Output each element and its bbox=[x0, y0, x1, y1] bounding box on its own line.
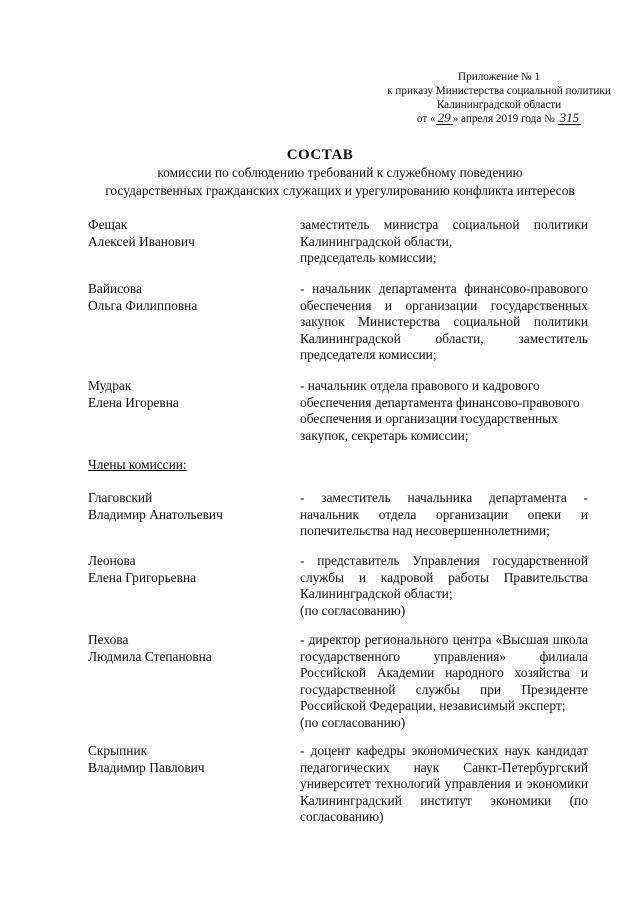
appendix-number-handwritten: 315 bbox=[559, 110, 580, 125]
member-given-name: Ольга Филипповна bbox=[88, 297, 198, 313]
member-surname: Леонова bbox=[88, 553, 136, 568]
member-role-text: (по согласованию) bbox=[300, 714, 406, 730]
appendix-title: Приложение № 1 bbox=[458, 71, 540, 83]
member-surname: Скрыпник bbox=[88, 743, 148, 758]
member-given-name: Алексей Иванович bbox=[88, 233, 195, 249]
member-given-name: Владимир Павлович bbox=[88, 759, 205, 775]
member-role-text: - представитель Управления государственной службы и кадровой работы Правительства Калининградской области; bbox=[300, 553, 588, 601]
member-role bbox=[300, 490, 588, 540]
members-heading: Члены комиссии: bbox=[88, 457, 187, 472]
member-surname: Фещак bbox=[88, 217, 128, 232]
appendix-date-prefix: от « bbox=[416, 113, 436, 125]
member-name bbox=[88, 743, 288, 776]
member-given-name: Людмила Степановна bbox=[88, 648, 212, 664]
member-name bbox=[88, 281, 288, 314]
member-surname: Мудрак bbox=[88, 378, 132, 393]
subtitle-line-2: государственных гражданских служащих и урегулированию конфликта интересов bbox=[105, 183, 575, 198]
member-surname: Вайисова bbox=[88, 281, 142, 296]
member-surname: Пехова bbox=[88, 632, 129, 647]
member-name bbox=[88, 553, 288, 586]
member-surname: Глаговский bbox=[88, 490, 153, 505]
member-name bbox=[88, 217, 288, 250]
member-name bbox=[88, 632, 288, 665]
subtitle-line-1: комиссии по соблюдению требований к служебному поведению bbox=[157, 165, 523, 180]
member-role bbox=[300, 281, 588, 364]
member-role bbox=[300, 632, 588, 731]
member-role bbox=[300, 217, 588, 267]
appendix-date-line bbox=[380, 112, 618, 126]
appendix-date-mid: » апреля 2019 года № bbox=[452, 113, 558, 125]
member-role bbox=[300, 743, 588, 826]
document-title: СОСТАВ bbox=[286, 147, 354, 163]
member-given-name: Елена Григорьевна bbox=[88, 569, 197, 585]
appendix-order-ref: к приказу Министерства социальной политики bbox=[387, 85, 611, 97]
member-role-text: - начальник департамента финансово-правового обеспечения и организации государственных закупок Министерства социальной политики Калининградской области, заместитель председателя комиссии; bbox=[300, 281, 588, 362]
member-role-text: заместитель министра социальной политики Калининградской области, bbox=[300, 217, 588, 249]
member-role-text: - заместитель начальника департамента - начальник отдела организации опеки и попечительства над несовершеннолетними; bbox=[300, 490, 588, 538]
member-role-text: председатель комиссии; bbox=[300, 250, 437, 265]
member-given-name: Владимир Анатольевич bbox=[88, 506, 223, 522]
member-role-text: - доцент кафедры экономических наук кандидат педагогических наук Санкт-Петербургский университет технологий управления и экономики Калининградский институт экономики (по согласованию) bbox=[300, 743, 588, 824]
member-role-text: - начальник отдела правового и кадрового обеспечения департамента финансово-правового обеспечения и организации государственных закупок, секретарь комиссии; bbox=[300, 378, 580, 443]
member-name bbox=[88, 378, 288, 411]
member-role-text: (по согласованию) bbox=[300, 602, 406, 618]
appendix-day-handwritten: 29 bbox=[437, 110, 451, 125]
member-role bbox=[300, 378, 588, 444]
appendix-region: Калининградской области bbox=[436, 99, 562, 111]
member-role-text: - директор регионального центра «Высшая школа государственного управления» филиала Российской Академии народного хозяйства и государственной службы при Президенте Российской Федерации, независимый эксперт; bbox=[300, 632, 588, 713]
document-subtitle bbox=[60, 164, 620, 200]
member-name bbox=[88, 490, 288, 523]
appendix-block bbox=[380, 70, 618, 126]
member-given-name: Елена Игоревна bbox=[88, 394, 179, 410]
member-role bbox=[300, 553, 588, 619]
